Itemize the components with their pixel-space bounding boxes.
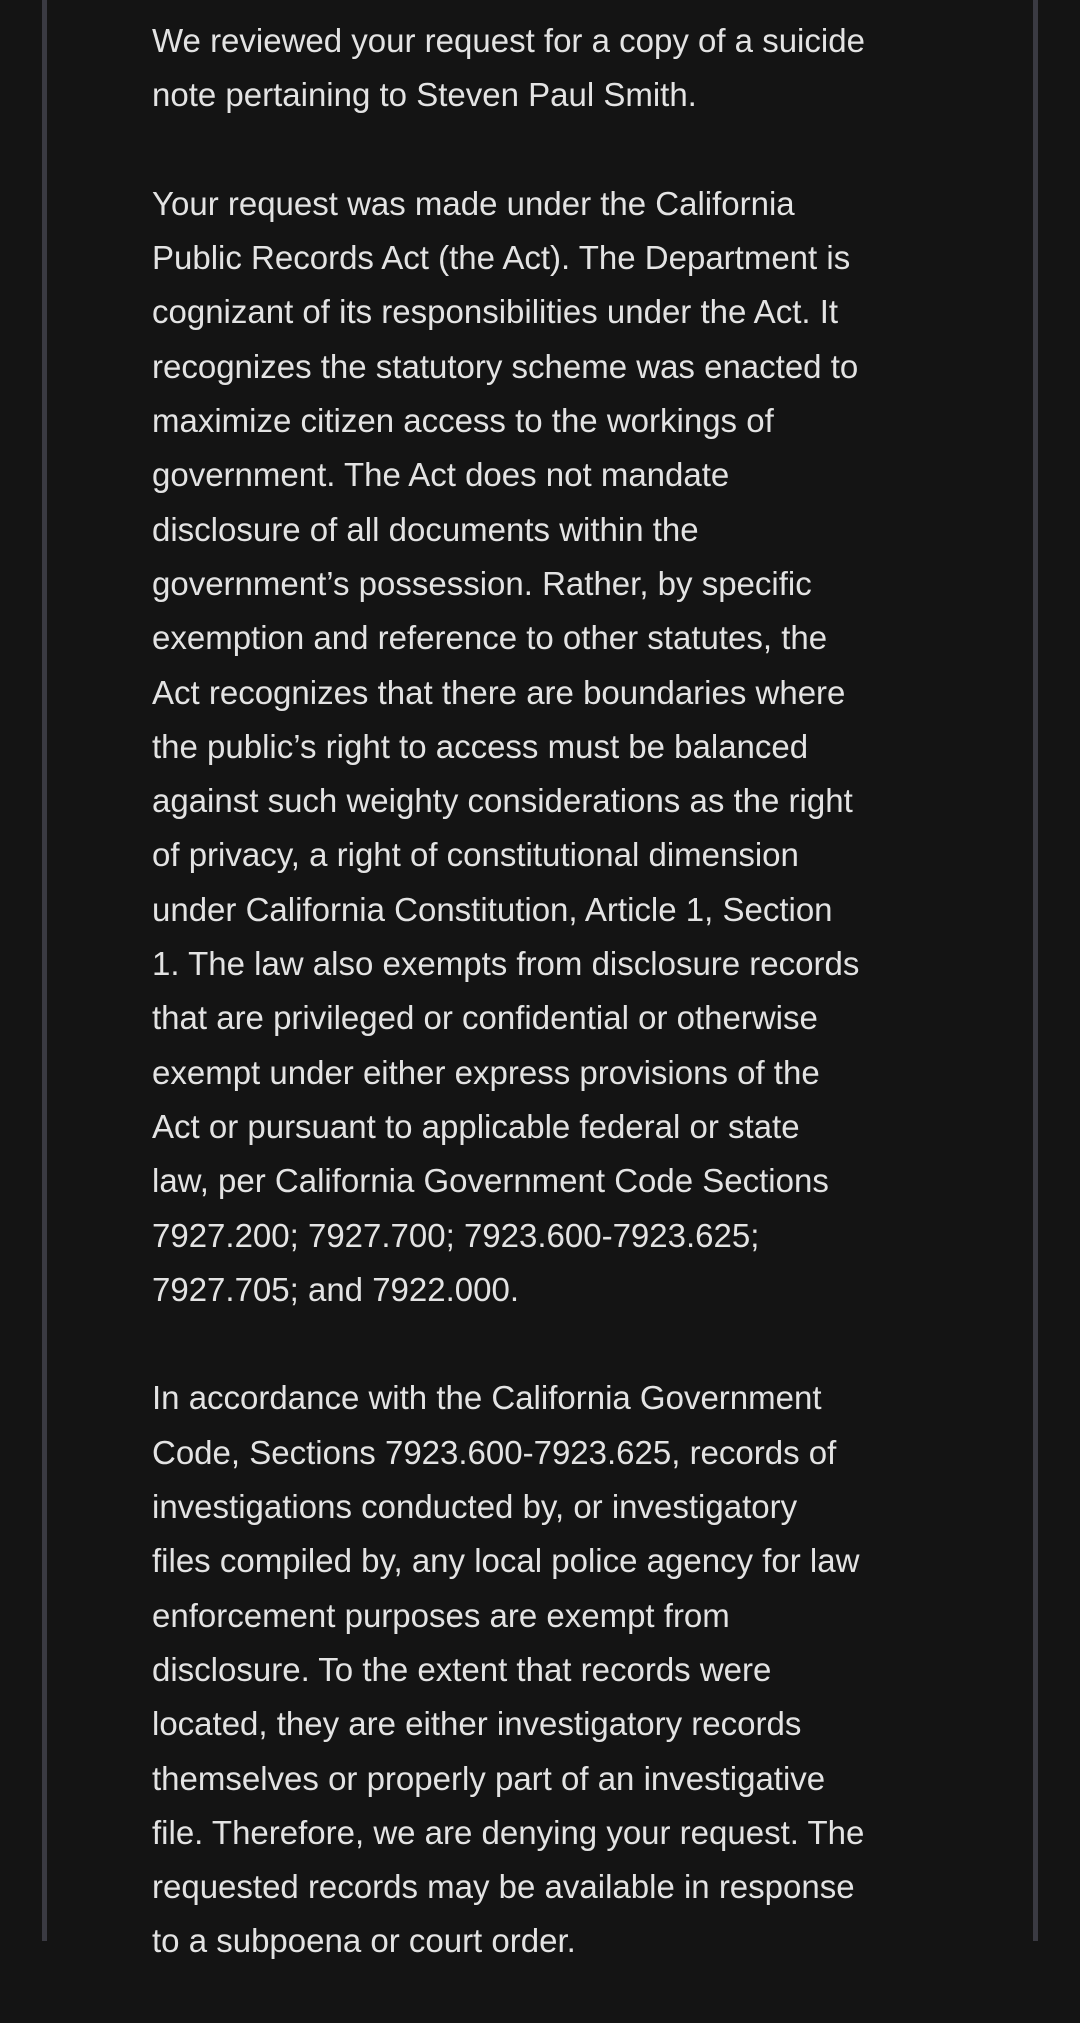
right-border (1033, 0, 1038, 1941)
paragraph-request-summary: We reviewed your request for a copy of a suicide note pertaining to Steven Paul Smith. (152, 22, 865, 114)
letter-body (152, 14, 942, 2023)
paragraph-denial: In accordance with the California Government Code, Sections 7923.600-7923.625, records of investigations conducted by, or investigatory files compiled by, any local police agency for law enforcement purposes are exempt from disclosure. To the extent that records were located, they are either investigatory records themselves or properly part of an investigative file. Therefore, we are denying your request. The requested records may be available in response to a subpoena or court order. (152, 1379, 865, 1960)
paragraph-public-records-act: Your request was made under the California Public Records Act (the Act). The Department is cognizant of its responsibilities under the Act. It recognizes the statutory scheme was enacted to maximize citizen access to the workings of government. The Act does not mandate disclosure of all documents within the government’s possession. Rather, by specific exemption and reference to other statutes, the Act recognizes that there are boundaries where the public’s right to access must be balanced against such weighty considerations as the right of privacy, a right of constitutional dimension under California Constitution, Article 1, Section 1. The law also exempts from disclosure records that are privileged or confidential or otherwise exempt under either express provisions of the Act or pursuant to applicable federal or state law, per California Government Code Sections 7927.200; 7927.700; 7923.600-7923.625; 7927.705; and 7922.000. (152, 184, 860, 1308)
left-border (42, 0, 47, 1941)
